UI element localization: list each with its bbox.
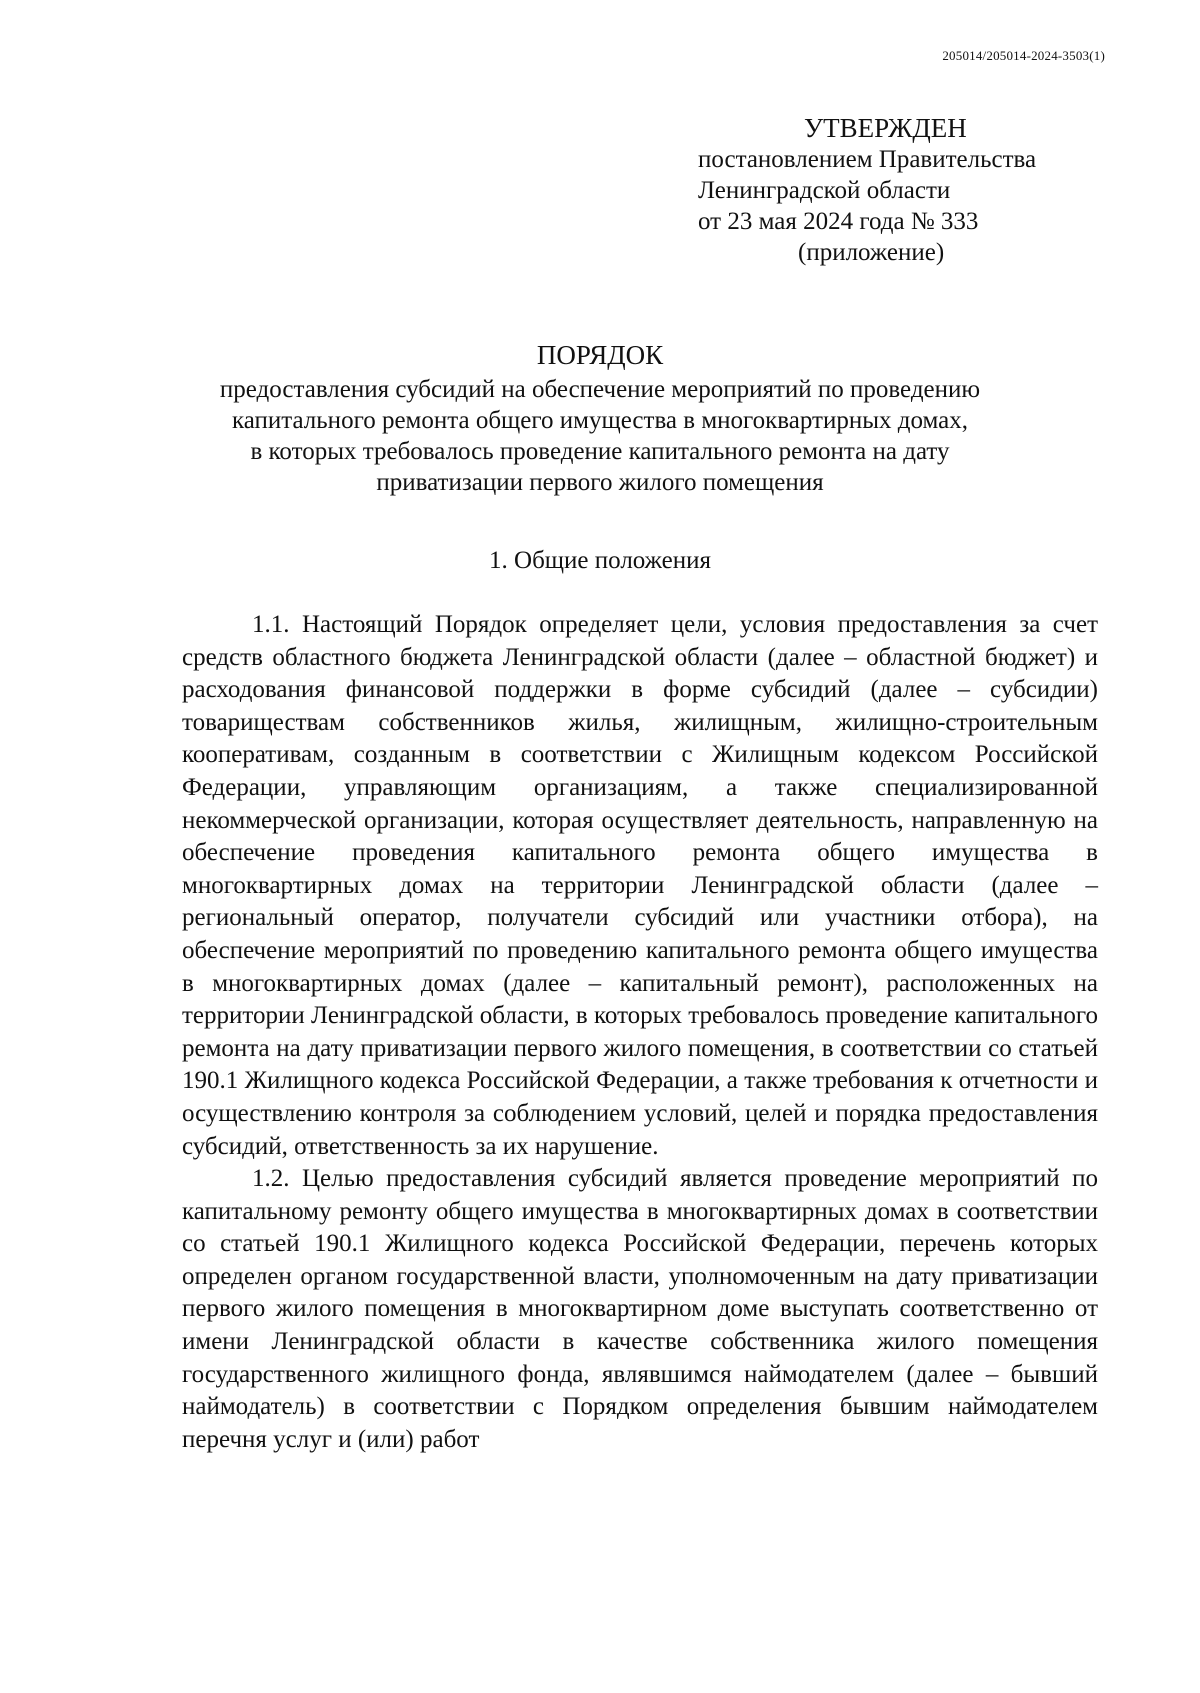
- approval-title: УТВЕРЖДЕН: [804, 113, 967, 143]
- document-body: [182, 609, 1098, 1456]
- approval-line-date: от 23 мая 2024 года № 333: [698, 208, 979, 235]
- document-title-block: [150, 340, 1050, 498]
- paragraph-1-1: 1.1. Настоящий Порядок определяет цели, условия предоставления за счет средств областного бюджета Ленинградской области (далее – областной бюджет) и расходования финансовой поддержки в форме субсидий (далее – субсидии) товариществам собственников жилья, жилищным, жилищно-строительным кооперативам, созданным в соответствии с Жилищным кодексом Российской Федерации, управляющим организациям, а также специализированной некоммерческой организации, которая осуществляет деятельность, направленную на обеспечение проведения капитального ремонта общего имущества в многоквартирных домах на территории Ленинградской области (далее – региональный оператор, получатели субсидий или участники отбора), на обеспечение мероприятий по проведению капитального ремонта общего имущества в многоквартирных домах (далее – капитальный ремонт), расположенных на территории Ленинградской области, в которых требовалось проведение капитального ремонта на дату приватизации первого жилого помещения, в соответствии со статьей 190.1 Жилищного кодекса Российской Федерации, а также требования к отчетности и осуществлению контроля за соблюдением условий, целей и порядка предоставления субсидий, ответственность за их нарушение.: [182, 611, 1098, 1160]
- paragraph-1-2: 1.2. Целью предоставления субсидий является проведение мероприятий по капитальному ремонту общего имущества в многоквартирных домах в соответствии со статьей 190.1 Жилищного кодекса Российской Федерации, перечень которых определен органом государственной власти, уполномоченным на дату приватизации первого жилого помещения в многоквартирном доме выступать соответственно от имени Ленинградской области в качестве собственника жилого помещения государственного жилищного фонда, являвшимся наймодателем (далее – бывший наймодатель) в соответствии с Порядком определения бывшим наймодателем перечня услуг и (или) работ: [182, 1165, 1098, 1453]
- approval-stamp: [698, 113, 1118, 268]
- document-subtitle-line: приватизации первого жилого помещения: [376, 469, 824, 496]
- approval-note: (приложение): [798, 239, 945, 266]
- document-subtitle-line: в которых требовалось проведение капитального ремонта на дату: [250, 438, 950, 465]
- document-subtitle-line: предоставления субсидий на обеспечение мероприятий по проведению: [219, 376, 981, 403]
- document-subtitle-line: капитального ремонта общего имущества в многоквартирных домах,: [231, 407, 969, 434]
- document-title: ПОРЯДОК: [536, 340, 664, 370]
- approval-line-decree: постановлением Правительства: [698, 146, 1037, 173]
- document-id: 205014/205014-2024-3503(1): [942, 48, 1105, 63]
- approval-line-region: Ленинградской области: [698, 177, 951, 204]
- section-heading: 1. Общие положения: [489, 547, 711, 574]
